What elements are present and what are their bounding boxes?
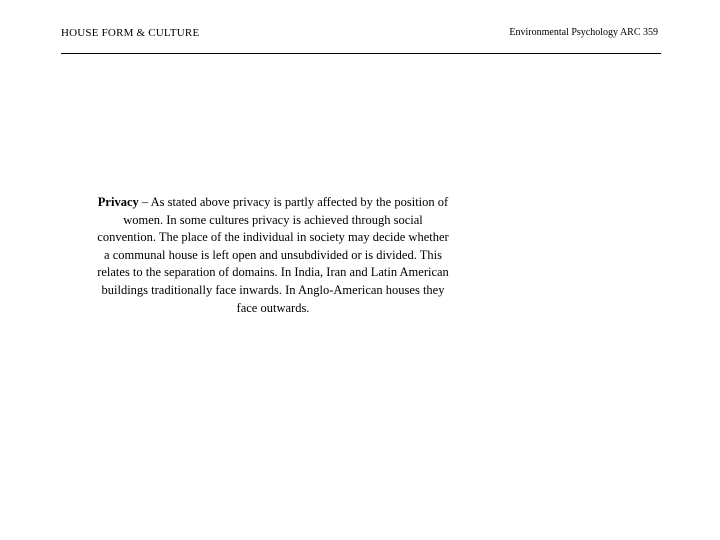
paragraph-term: Privacy <box>97 195 139 209</box>
paragraph-text: – As stated above privacy is partly affected by the position of women. In some cultures privacy is achieved through social convention. The place of the individual in society may decide whether a communal house is left open and unsubdivided or is divided. This relates to the separation of domains. In India, Iran and Latin American buildings traditionally face inwards. In Anglo-American houses they face outwards. <box>97 195 449 315</box>
course-label: Environmental Psychology ARC 359 <box>509 27 658 38</box>
header-divider <box>61 53 661 54</box>
privacy-paragraph <box>94 194 452 317</box>
page-header-title: HOUSE FORM & CULTURE <box>61 27 200 39</box>
